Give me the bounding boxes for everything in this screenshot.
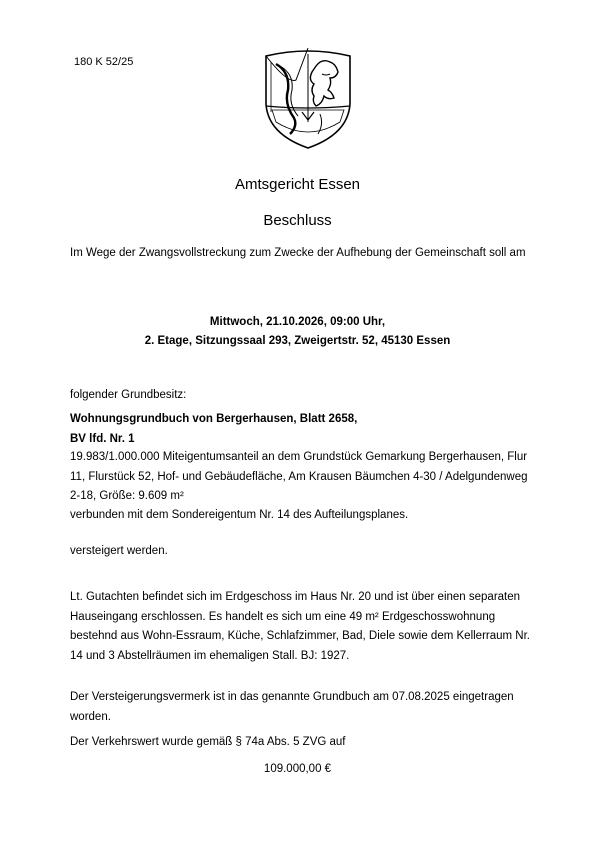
appraisal-text: Lt. Gutachten befindet sich im Erdgeschoss im Haus Nr. 20 und ist über einen separaten Hauseingang erschlossen. Es handelt es sich um eine 49 m² Erdgeschosswohnung bestehnd aus Wohn-Essraum, Küche, Schlafzimmer, Bad, Diele sowie dem Kellerraum Nr. 14 und 3 Abstellräumen im ehemaligen Stall. BJ: 1927. [70,591,530,662]
land-register: Wohnungsgrundbuch von Bergerhausen, Blatt 2658, [70,413,358,425]
appointment-location: 2. Etage, Sitzungssaal 293, Zweigertstr. 52, 45130 Essen [144,335,451,347]
auction-statement: versteigert werden. [70,545,168,557]
market-value-note: Der Verkehrswert wurde gemäß § 74a Abs. 5 ZVG auf [70,736,346,748]
court-name: Amtsgericht Essen [234,176,361,193]
nrw-coat-of-arms-icon [258,44,358,152]
property-intro: folgender Grundbesitz: [70,389,187,401]
case-number: 180 K 52/25 [74,56,134,68]
intro-text: Im Wege der Zwangsvollstreckung zum Zwecke der Aufhebung der Gemeinschaft soll am [70,247,526,259]
document-title: Beschluss [263,212,332,229]
property-description-extra: verbunden mit dem Sondereigentum Nr. 14 des Aufteilungsplanes. [70,509,409,521]
market-value: 109.000,00 € [263,763,332,775]
property-item: BV lfd. Nr. 1 [70,433,135,445]
appointment-date: Mittwoch, 21.10.2026, 09:00 Uhr, [209,316,386,328]
registration-note: Der Versteigerungsvermerk ist in das genannte Grundbuch am 07.08.2025 eingetragen worden. [70,691,514,723]
property-description: 19.983/1.000.000 Miteigentumsanteil an dem Grundstück Gemarkung Bergerhausen, Flur 11, Flurstück 52, Hof- und Gebäudefläche, Am Krausen Bäumchen 4-30 / Adelgundenweg 2-18, Größe: 9.609 m² [70,451,528,502]
